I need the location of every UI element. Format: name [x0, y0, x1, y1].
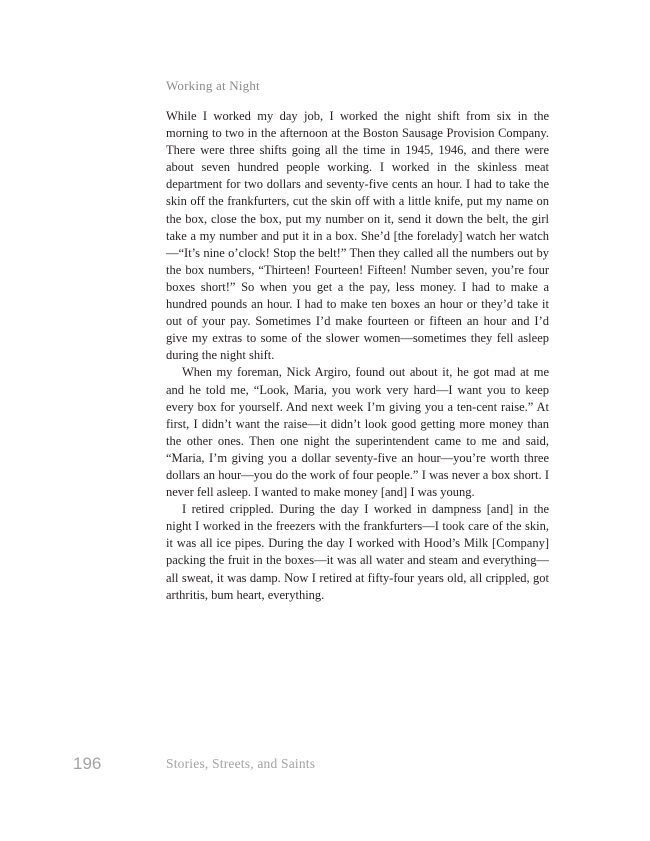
page-number: 196 [73, 754, 102, 773]
running-head: Working at Night [166, 78, 260, 93]
paragraph-3: I retired crippled. During the day I worked in dampness [and] in the night I worked in the freezers with the frankfurters—I took care of the skin, it was all ice pipes. During the day I worked with Hood’s Milk [Company] packing the fruit in the boxes—it was all water and steam and everything—all sweat, it was damp. Now I retired at fifty-four years old, all crippled, got arthritis, bum heart, everything. [166, 502, 549, 602]
book-title: Stories, Streets, and Saints [166, 756, 316, 771]
paragraph-1: While I worked my day job, I worked the night shift from six in the morning to two in the afternoon at the Boston Sausage Provision Company. There were three shifts going all the time in 1945, 1946, and there were about seven hundred people working. I worked in the skinless meat department for two dollars and seventy-five cents an hour. I had to take the skin off the frankfurters, cut the skin off with a little knife, put my name on the box, close the box, put my number on it, send it down the belt, the girl take a my number and put it in a box. She’d [the forelady] watch her watch—“It’s nine o’clock! Stop the belt!” Then they called all the numbers out by the box numbers, “Thirteen! Fourteen! Fifteen! Number seven, you’re four boxes short!” So when you get a the pay, less money. I had to make a hundred pounds an hour. I had to make ten boxes an hour or they’d take it out of your pay. Sometimes I’d make fourteen or fifteen an hour and I’d give my extras to some of the slower women—sometimes they fell asleep during the night shift. [166, 109, 549, 363]
paragraph-2: When my foreman, Nick Argiro, found out about it, he got mad at me and he told me, “Look, Maria, you work very hard—I want you to keep every box for yourself. And next week I’m giving you a ten-cent raise.” At first, I didn’t want the raise—it didn’t look good getting more money than the other ones. Then one night the superintendent came to me and said, “Maria, I’m giving you a dollar seventy-five an hour—you’re worth three dollars an hour—you do the work of four people.” I was never a box short. I never fell asleep. I wanted to make money [and] I was young. [166, 365, 549, 500]
body-text [166, 108, 549, 604]
